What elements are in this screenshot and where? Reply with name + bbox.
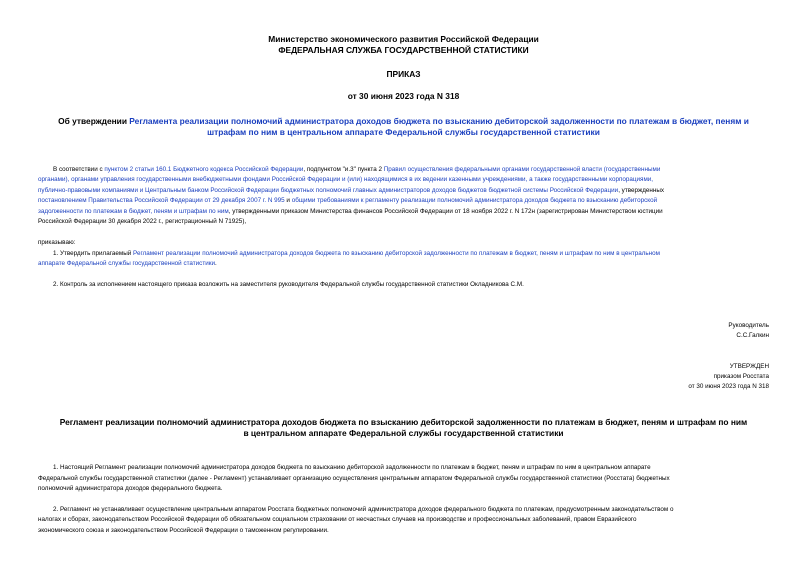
item-1-line2 <box>38 259 217 270</box>
title-prefix: Об утверждении <box>58 116 130 126</box>
approval-by: приказом Росстата <box>713 373 769 380</box>
preamble-line5 <box>38 207 769 218</box>
link-budget-code[interactable]: пунктом 2 статьи 160.1 Бюджетного кодекса Российской Федерации <box>104 166 304 173</box>
item-1-prefix: 1. Утвердить прилагаемый <box>53 250 134 257</box>
document-date-number: от 30 июня 2023 года N 318 <box>347 91 460 101</box>
reglament-p1-line2: Федеральной службы государственной статистики (далее - Регламент) устанавливает организацию осуществления центральным аппаратом Федеральной службы государственной статистики (Росстата) бюджетных <box>38 475 670 482</box>
title-link-reglament[interactable]: Регламента реализации полномочий администратора доходов бюджета по взысканию дебиторской задолженности по платежам в бюджет, пеням и <box>129 116 749 126</box>
title-link-reglament-cont[interactable]: штрафам по ним в центральном аппарате Федеральной службы государственной статистики <box>207 127 600 137</box>
link-general-requirements[interactable]: общими требованиями к регламенту реализации полномочий администратора доходов бюджета по взысканию дебиторской <box>291 197 658 204</box>
reglament-p2-line1: 2. Регламент не устанавливает осуществление центральным аппаратом Росстата бюджетных полномочий администратора доходов федерального бюджета по платежам, предусмотренным законодательством о <box>53 506 674 513</box>
agency-name: ФЕДЕРАЛЬНАЯ СЛУЖБА ГОСУДАРСТВЕННОЙ СТАТИСТИКИ <box>278 45 529 55</box>
link-resolution-995[interactable]: постановлением Правительства Российской Федерации от 29 декабря 2007 г. N 995 <box>38 197 285 204</box>
link-rules-cont2[interactable]: публично-правовыми компаниями и Центральным банком Российской Федерации бюджетных полномочий главных администраторов доходов бюджетов бюджетной системы Российской Федерации <box>38 187 619 194</box>
item-1 <box>53 249 769 260</box>
reglament-title: Регламент реализации полномочий администратора доходов бюджета по взысканию дебиторской задолженности по платежам в бюджет, пеням и штрафам по ним <box>59 417 748 427</box>
reglament-p1-line3: полномочий администратора доходов федерального бюджета. <box>38 485 223 492</box>
reglament-title-line2: в центральном аппарате Федеральной службы государственной статистики <box>243 428 564 438</box>
signature-name: С.С.Галкин <box>736 332 769 339</box>
preamble-text: , подпунктом "и.3" пункта 2 <box>303 166 384 173</box>
ministry-name: Министерство экономического развития Российской Федерации <box>268 34 539 44</box>
approval-stamp: УТВЕРЖДЕН <box>729 363 769 370</box>
item-1-end: . <box>215 260 217 267</box>
preamble-text: В соответствии с <box>53 166 105 173</box>
signature-role: Руководитель <box>728 322 769 329</box>
link-rules-cont[interactable]: органами), органами управления государственными внебюджетными фондами Российской Федерации и (или) находящимися в их ведении казенными учреждениями, а также государственными корпорациями, <box>38 176 654 183</box>
preamble-line4 <box>38 196 769 207</box>
link-reglament-annex-cont[interactable]: аппарате Федеральной службы государственной статистики <box>38 260 216 267</box>
reglament-p1-line1: 1. Настоящий Регламент реализации полномочий администратора доходов бюджета по взысканию дебиторской задолженности по платежам в бюджет, пеням и штрафам по ним в центральном аппарате <box>53 464 651 471</box>
link-general-requirements-cont[interactable]: задолженности по платежам в бюджет, пеням и штрафам по ним <box>38 208 229 215</box>
document-type: ПРИКАЗ <box>386 69 421 79</box>
link-rules[interactable]: Правил осуществления федеральными органами государственной власти (государственными <box>383 166 661 173</box>
reglament-p2-line2: налогах и сборах, законодательством Российской Федерации об обязательном социальном страховании от несчастных случаев на производстве и профессиональных заболеваний, правом Евразийского <box>38 516 637 523</box>
preamble-text: , утвержденных <box>618 187 665 194</box>
order-title <box>0 116 807 127</box>
link-reglament-annex[interactable]: Регламент реализации полномочий администратора доходов бюджета по взысканию дебиторской задолженности по платежам в бюджет, пеням и штрафам по ним в центральном <box>133 250 660 257</box>
approval-date: от 30 июня 2023 года N 318 <box>688 383 769 390</box>
preamble-text: , утвержденными приказом Министерства финансов Российской Федерации от 18 ноября 2022 г. N 172н (зарегистрирован Министерством юстиции <box>228 208 663 215</box>
orders-word: приказываю: <box>38 239 76 246</box>
item-2: 2. Контроль за исполнением настоящего приказа возложить на заместителя руководителя Федеральной службы государственной статистики Окладникова С.М. <box>53 281 524 288</box>
preamble-text: и <box>284 197 292 204</box>
preamble-line3 <box>38 186 769 197</box>
order-title-line2 <box>0 127 807 138</box>
preamble-line6: Российской Федерации 30 декабря 2022 г., регистрационный N 71925), <box>38 218 247 225</box>
reglament-p2-line3: экономического союза и законодательством Российской Федерации о таможенном регулировании. <box>38 527 329 534</box>
preamble-line2 <box>38 175 769 186</box>
preamble-line1 <box>53 165 769 176</box>
